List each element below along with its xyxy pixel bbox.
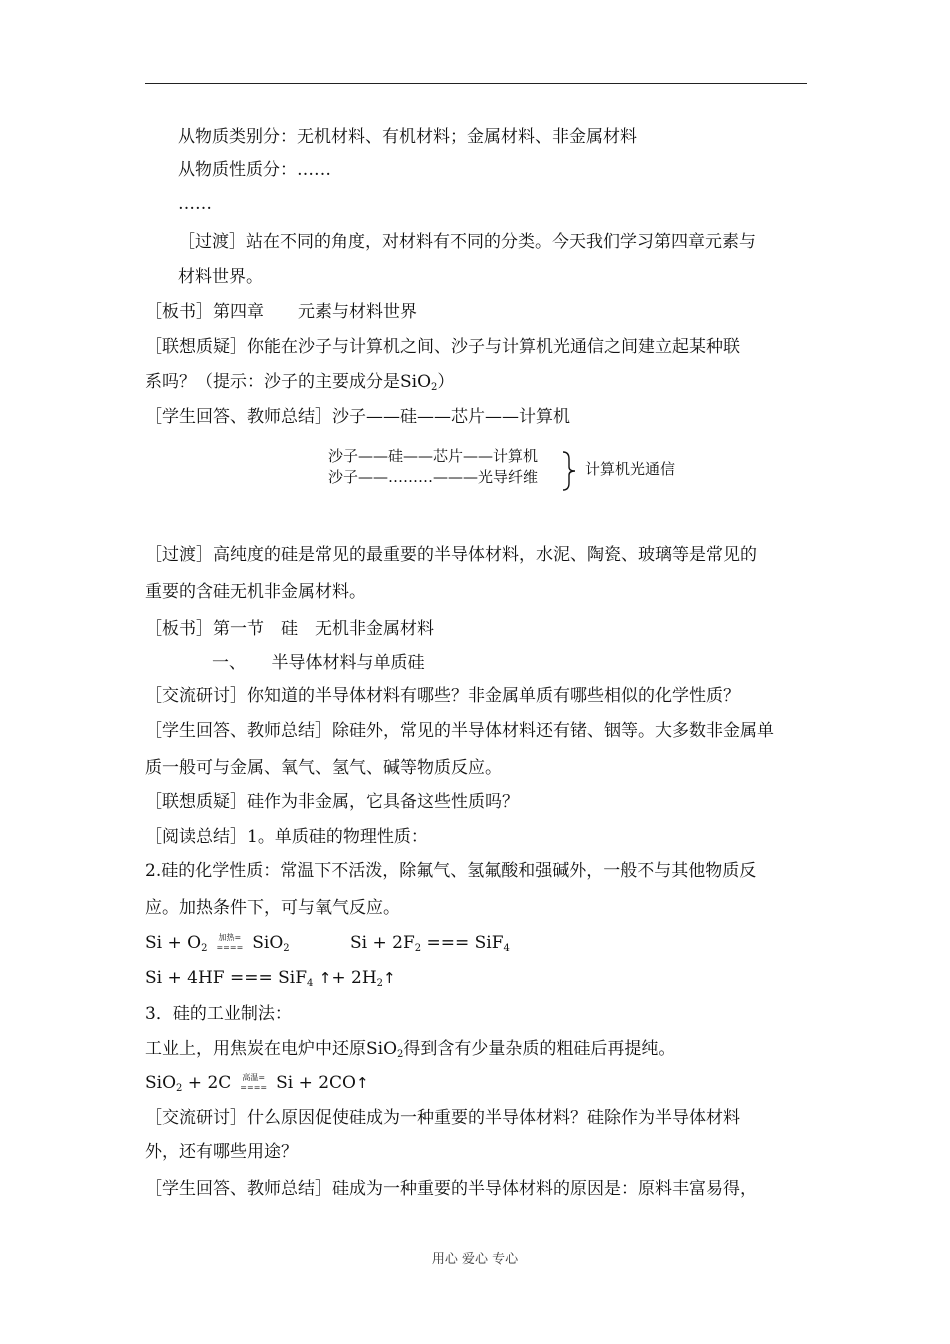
text-line: 2.硅的化学性质：常温下不活泼，除氟气、氢氟酸和强碱外，一般不与其他物质反 — [145, 861, 757, 881]
eq-text: === SiF — [421, 933, 504, 953]
subscript: 2 — [283, 943, 290, 954]
text-line: ［过渡］站在不同的角度，对材料有不同的分类。今天我们学习第四章元素与 — [178, 232, 756, 252]
text-line: ［学生回答、教师总结］硅成为一种重要的半导体材料的原因是：原料丰富易得， — [145, 1179, 757, 1199]
text-line: ［阅读总结］1。单质硅的物理性质： — [145, 827, 428, 847]
text-line: 外，还有哪些用途？ — [145, 1142, 298, 1162]
equation-sio2-c — [145, 1071, 369, 1095]
subscript: 2 — [397, 1049, 404, 1060]
gas-arrow-icon: ↑ — [356, 1074, 369, 1092]
condition-equals: ==== — [240, 1082, 268, 1092]
page-footer: 用心 爱心 专心 — [431, 1252, 519, 1267]
eq-text: + 2C — [182, 1073, 232, 1093]
text-line: ［学生回答、教师总结］沙子——硅——芯片——计算机 — [145, 407, 570, 427]
text-line: ［过渡］高纯度的硅是常见的最重要的半导体材料，水泥、陶瓷、玻璃等是常见的 — [145, 545, 757, 565]
diagram-row-2: 沙子——………———光导纤维 — [328, 468, 539, 486]
eq-text: SiO — [252, 933, 284, 953]
gas-arrow-icon: ↑ — [318, 969, 332, 987]
subscript: 2 — [376, 978, 384, 989]
eq-text: Si + 4HF === SiF — [145, 968, 307, 988]
eq-text: Si + 2F — [350, 933, 415, 953]
text-line — [145, 370, 454, 394]
reaction-condition — [240, 1072, 268, 1093]
text-line: ［联想质疑］硅作为非金属，它具备这些性质吗？ — [145, 792, 519, 812]
diagram-row-1: 沙子——硅——芯片——计算机 — [328, 447, 539, 465]
reaction-condition — [216, 932, 244, 953]
condition-label: 加热= — [218, 932, 242, 942]
text-line: ［学生回答、教师总结］除硅外，常见的半导体材料还有锗、铟等。大多数非金属单 — [145, 721, 774, 741]
subscript: 2 — [201, 943, 208, 954]
section-heading: 一、 半导体材料与单质硅 — [212, 653, 425, 673]
board-title: ［板书］第四章 元素与材料世界 — [145, 302, 417, 322]
subscript: 4 — [503, 943, 510, 954]
text-span: ） — [437, 372, 455, 392]
subscript: 2 — [431, 382, 438, 393]
condition-label: 高温= — [242, 1072, 266, 1082]
equation-si-hf — [145, 966, 396, 990]
eq-text: Si + 2CO — [276, 1073, 356, 1093]
text-span: 系吗？（提示：沙子的主要成分是SiO — [145, 372, 432, 392]
subscript: 4 — [307, 978, 314, 989]
text-line: 重要的含硅无机非金属材料。 — [145, 582, 366, 602]
diagram-result: 计算机光通信 — [585, 460, 676, 478]
text-line: ［联想质疑］你能在沙子与计算机之间、沙子与计算机光通信之间建立起某种联 — [145, 337, 740, 357]
equation-si-f2 — [350, 931, 510, 955]
eq-text: Si + O — [145, 933, 202, 953]
text-line: 从物质类别分：无机材料、有机材料；金属材料、非金属材料 — [178, 127, 637, 147]
text-line: ［交流研讨］你知道的半导体材料有哪些？非金属单质有哪些相似的化学性质？ — [145, 686, 740, 706]
subscript: 2 — [414, 943, 422, 954]
gas-arrow-icon: ↑ — [383, 969, 396, 987]
eq-text: SiO — [145, 1073, 177, 1093]
text-line: 材料世界。 — [178, 267, 263, 287]
brace-icon — [561, 451, 577, 491]
text-line: 从物质性质分：…… — [178, 160, 331, 180]
header-rule — [145, 83, 807, 84]
equation-si-o2 — [145, 931, 290, 955]
text-span: 得到含有少量杂质的粗硅后再提纯。 — [403, 1039, 676, 1059]
text-line: 应。加热条件下，可与氧气反应。 — [145, 898, 400, 918]
text-span: 工业上，用焦炭在电炉中还原SiO — [145, 1039, 398, 1059]
text-line: …… — [178, 194, 212, 214]
board-title: ［板书］第一节 硅 无机非金属材料 — [145, 619, 434, 639]
text-line — [145, 1037, 675, 1061]
condition-equals: ==== — [216, 942, 244, 952]
subscript: 2 — [176, 1083, 183, 1094]
text-line: ［交流研讨］什么原因促使硅成为一种重要的半导体材料？硅除作为半导体材料 — [145, 1108, 740, 1128]
text-line: 质一般可与金属、氧气、氢气、碱等物质反应。 — [145, 758, 502, 778]
eq-text: + 2H — [331, 968, 377, 988]
text-line: 3．硅的工业制法： — [145, 1004, 292, 1024]
